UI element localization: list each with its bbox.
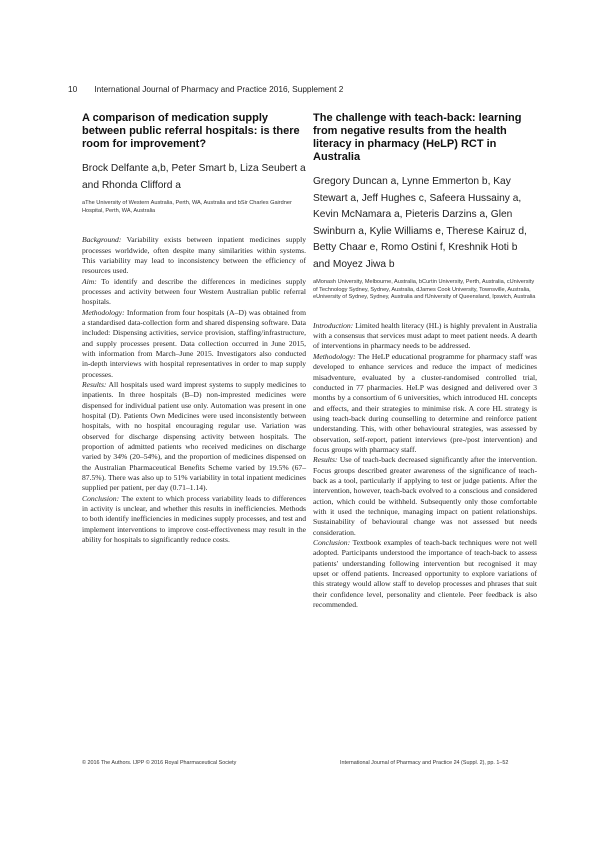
section-text: To identify and describe the differences in medicines supply processes and activity between four Western Australian public referral hospitals. xyxy=(82,276,306,307)
abstract-section xyxy=(313,455,537,538)
footer-copyright: © 2016 The Authors. IJPP © 2016 Royal Pharmaceutical Society xyxy=(82,760,237,766)
footer-citation: International Journal of Pharmacy and Practice 24 (Suppl. 2), pp. 1–52 xyxy=(340,760,509,766)
right-column xyxy=(313,112,537,610)
left-abstract xyxy=(82,235,306,545)
section-label: Conclusion: xyxy=(313,538,351,547)
section-label: Results: xyxy=(82,380,107,389)
abstract-section xyxy=(82,308,306,380)
section-text: Variability exists between inpatient medicines supply processes worldwide, often despite many similarities within systems. This variability may lead to inconsistency between the efficiency of resources used. xyxy=(82,235,306,276)
abstract-section xyxy=(313,352,537,455)
section-text: All hospitals used ward imprest systems to supply medicines to inpatients. In three hospitals (B–D) non-imprested medicines were dispensed for individual patient use only. Automation was present in one hospital (D). Patients Own Medicines were used inconsistently between hospitals, with no hospital encouraging regular use. Variation was observed for discharge dispensing activity between hospitals. The proportion of admitted patients who received medicines on discharge varied by 34% (20–54%), and the proportion of medicines dispensed on the Australian Pharmaceutical Benefits Scheme varied by 19.5% (67–87.5%). There was also up to 51% variability in total inpatient medicines supplied per patient, per day (0.71–1.14). xyxy=(82,380,306,493)
right-authors: Gregory Duncan a, Lynne Emmerton b, Kay Stewart a, Jeff Hughes c, Safeera Hussainy a, Kevin McNamara a, Pieteris Darzins a, Glen Swinburn a, Kylie Williams e, Therese Kairuz d, Betty Chaar e, Romo Ostini f, Kreshnik Hoti b and Moyez Jiwa b xyxy=(313,176,527,270)
section-label: Background: xyxy=(82,235,122,245)
abstract-section xyxy=(313,321,537,352)
section-text: The HeLP educational programme for pharmacy staff was developed to enhance services and reduce the impact of medicines misadventure, evaluated by a cluster-randomised controlled trial, conducted in 77 pharmacies. HeLP was designed and delivered over 3 months by a consortium of 6 universities, which introduced HL concepts and effects, and their strategies to minimise risk. A core HL strategy is using teach-back during counselling to determine and reinforce patient understanding. This, with other behavioural strategies, was assessed by observation, self-report, patient interviews (pre-/post intervention) and focus groups with pharmacy staff. xyxy=(313,351,537,454)
abstract-section xyxy=(82,235,306,276)
section-text: Textbook examples of teach-back techniques were not well adopted. Participants understood the importance of teach-back to assess patients' understanding following intervention but recognised it may upset or offend patients. Increased opportunity to explore variations of this strategy would allow staff to develop processes and phrases that suit their confidence level, personality and clientele. Peer feedback is also recommended. xyxy=(313,538,537,610)
section-label: Methodology: xyxy=(313,351,356,361)
left-column xyxy=(82,112,306,546)
left-authors: Brock Delfante a,b, Peter Smart b, Liza Seubert a and Rhonda Clifford a xyxy=(82,163,306,191)
left-article-title: A comparison of medication supply between public referral hospitals: is there room for improvement? xyxy=(82,112,300,150)
section-label: Methodology: xyxy=(82,307,125,317)
section-label: Introduction: xyxy=(313,320,354,330)
abstract-section xyxy=(313,538,537,610)
abstract-section xyxy=(82,277,306,308)
right-article-title: The challenge with teach-back: learning from negative results from the health literacy in pharmacy (HeLP) RCT in Australia xyxy=(313,112,522,163)
section-label: Conclusion: xyxy=(82,493,120,503)
abstract-section xyxy=(82,380,306,494)
page-number: 10 xyxy=(68,84,78,94)
abstract-section xyxy=(82,494,306,546)
right-affiliation: aMonash University, Melbourne, Australia, bCurtin University, Perth, Australia, cUniversity of Technology Sydney, Sydney, Australia, dJames Cook University, Townsville, Australia, eUniversity of Sydney, Sydney, Australia and fUniversity of Queensland, Ipswich, Australia xyxy=(313,279,536,301)
journal-name: International Journal of Pharmacy and Practice 2016, Supplement 2 xyxy=(94,84,344,94)
running-header xyxy=(68,84,538,94)
section-text: The extent to which process variability leads to differences in activity is unclear, and whether this results in inefficiencies. Methods to both identify inefficiencies in medicines supply processes, and test and implement interventions to improve cost-effectiveness may result in the ability for hospitals to significantly reduce costs. xyxy=(82,493,306,545)
section-text: Limited health literacy (HL) is highly prevalent in Australia with a consensus that services must adapt to meet patient needs. A dearth of interventions in pharmacy needs to be addressed. xyxy=(313,320,537,351)
left-affiliation: aThe University of Western Australia, Perth, WA, Australia and bSir Charles Gairdner Hospital, Perth, WA, Australia xyxy=(82,200,292,214)
section-label: Results: xyxy=(313,455,338,465)
section-label: Aim: xyxy=(82,276,97,286)
section-text: Information from four hospitals (A–D) was obtained from a standardised data-collection form and shared dispensing software. Data included: Dispensing activities, service provision, staffing/infrastructure, and supply processes present. Data collection occurred in June 2015, with information from March–June 2015. Investigators also conducted in-depth interviews with hospital representatives in order to map supply processes. xyxy=(82,307,307,379)
right-abstract xyxy=(313,321,537,611)
section-text: Use of teach-back decreased significantly after the intervention. Focus groups described greater awareness of the significance of teach-back as a tool, particularly if applying to test or judge patients. After the intervention, however, teach-back evolved to a conscious and considered action, which could be withheld. Subsequently only those comfortable with it used the technique, managing impact on patient relationships. Sustainability of behavioural change was not assessed but needs consideration. xyxy=(313,455,537,537)
